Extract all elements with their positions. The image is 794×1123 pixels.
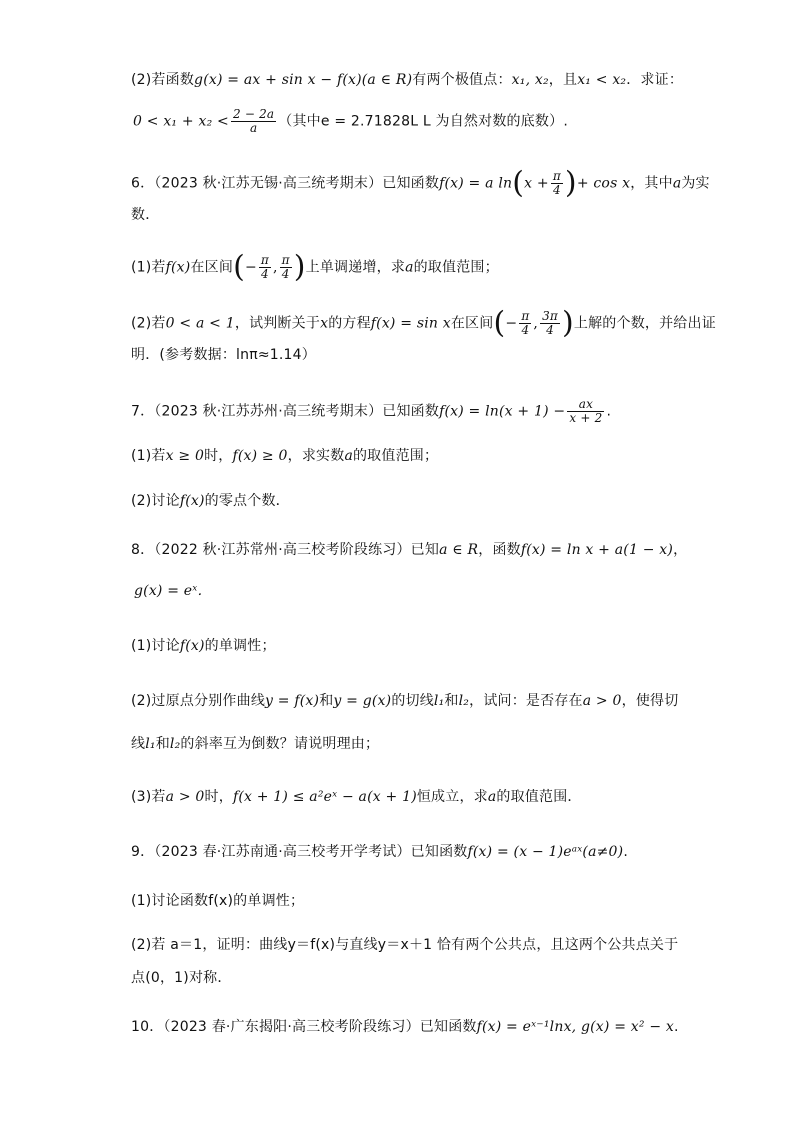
question-9-part2: [131, 935, 678, 955]
text: .: [606, 403, 612, 420]
formula: f(x + 1) ≤ a²eˣ − a(x + 1): [232, 789, 417, 805]
text: ，试问：是否存在: [469, 693, 583, 709]
text: .: [674, 1019, 679, 1035]
text: 数．: [131, 207, 160, 223]
text: 为实: [681, 175, 710, 192]
question-9-part1: [131, 891, 304, 911]
text: 有两个极值点：: [412, 72, 512, 88]
variable: x: [320, 315, 329, 332]
q5-part2-line1: [131, 70, 683, 90]
formula: x₁ < x₂: [577, 72, 627, 88]
formula: f(x): [179, 638, 205, 654]
denominator: 4: [552, 183, 561, 197]
text: ，其中: [630, 175, 673, 192]
formula: x₁, x₂: [511, 72, 549, 88]
formula: f(x) ≥ 0: [232, 448, 288, 464]
text: 明．(参考数据：lnπ≈1.14）: [131, 347, 316, 363]
text: (3)若: [131, 789, 166, 805]
formula: y = g(x): [333, 693, 392, 709]
text: 上单调递增，求: [305, 259, 406, 276]
formula: f(x) = ln(x + 1) −: [439, 403, 566, 420]
question-9-part2-line2: [131, 968, 232, 988]
formula: g(x) = ax + sin x − f(x)(a ∈ R): [194, 72, 413, 88]
text: ，求实数: [287, 448, 345, 464]
fraction: [519, 310, 531, 337]
formula: 0 < a < 1: [165, 315, 235, 332]
formula: f(x): [179, 493, 205, 509]
text: 点(0，1)对称．: [131, 970, 232, 986]
question-6-part2: [131, 305, 716, 341]
variable: a: [405, 259, 414, 276]
numerator: π: [521, 309, 530, 323]
text: （其中e = 2.71828L L 为自然对数的底数）.: [278, 113, 568, 130]
denominator: 4: [281, 267, 290, 281]
text: ，函数: [478, 542, 521, 558]
formula: f(x) = eˣ⁻¹lnx, g(x) = x² − x: [476, 1019, 675, 1035]
question-7-part1: [131, 446, 438, 466]
fraction: [231, 108, 276, 135]
variable: a: [344, 448, 353, 464]
denominator: x + 2: [569, 411, 603, 425]
question-9-header: [131, 842, 628, 862]
formula: x ≥ 0: [165, 448, 205, 464]
text: 9．（2023 春·江苏南通·高三校考开学考试）已知函数: [131, 844, 468, 860]
text: 的切线: [391, 693, 434, 709]
numerator: 3π: [542, 309, 558, 323]
formula: a ∈ R: [439, 542, 479, 558]
formula: g(x) = eˣ．: [134, 583, 212, 599]
question-6-part1: [131, 249, 499, 285]
text: 时，: [204, 448, 233, 464]
variable: a: [487, 789, 497, 805]
text: ，且: [548, 72, 578, 88]
comma: ,: [273, 259, 278, 276]
question-8-header: [131, 540, 687, 560]
numerator: 2 − 2a: [232, 107, 275, 121]
text: 的方程: [328, 315, 371, 332]
text: (1)若: [131, 259, 166, 276]
formula: + cos x: [576, 175, 631, 192]
text: (2)若 a＝1，证明：曲线y＝f(x)与直线y＝x＋1 恰有两个公共点，且这两个公共点关于: [131, 937, 679, 953]
formula: f(x): [165, 259, 191, 276]
question-6-header: [131, 165, 710, 201]
variable: a: [672, 175, 682, 192]
formula: l₁: [433, 693, 445, 709]
formula: x +: [524, 175, 549, 192]
denominator: 4: [521, 323, 530, 337]
numerator: π: [552, 169, 561, 183]
question-8-line2: [134, 581, 212, 601]
text: .: [623, 844, 628, 860]
formula: l₂: [458, 693, 470, 709]
question-6-line2: [131, 205, 159, 225]
formula: 0 < x₁ + x₂ <: [133, 113, 229, 130]
formula: f(x) = sin x: [370, 315, 451, 332]
question-10-header: [131, 1017, 679, 1037]
text: 8．（2022 秋·江苏常州·高三校考阶段练习）已知: [131, 542, 440, 558]
formula: l₂: [169, 736, 181, 752]
q5-part2-line2: [133, 108, 568, 135]
fraction: [567, 398, 604, 425]
left-paren: (: [493, 305, 506, 341]
text: (2)若: [131, 315, 166, 332]
text: 在区间: [190, 259, 234, 276]
text: 7．（2023 秋·江苏苏州·高三统考期末）已知函数: [131, 403, 440, 420]
question-8-part2-line2: [131, 734, 379, 754]
text: 的斜率互为倒数？请说明理由；: [180, 736, 380, 752]
text: 上解的个数，并给出证: [573, 315, 716, 332]
text: ，试判断关于: [234, 315, 321, 332]
comma: ,: [533, 315, 539, 332]
minus-sign: −: [505, 315, 518, 332]
question-8-part1: [131, 636, 276, 656]
formula: l₁: [145, 736, 156, 752]
fraction: [551, 170, 563, 197]
question-8-part2: [131, 691, 678, 711]
right-paren: ): [293, 249, 306, 285]
formula: f(x) = ln x + a(1 − x): [520, 542, 674, 558]
formula: y = f(x): [265, 693, 320, 709]
text: 和: [319, 693, 334, 709]
denominator: 4: [546, 323, 554, 337]
text: (1)讨论: [131, 638, 180, 654]
formula: a > 0: [165, 789, 205, 805]
fraction: [259, 254, 271, 281]
fraction: [540, 310, 560, 337]
text: 时，: [204, 789, 233, 805]
formula: f(x) = a ln: [439, 175, 513, 192]
text: ，使得切: [621, 693, 679, 709]
text: (2)若函数: [131, 72, 195, 88]
right-paren: ): [561, 305, 574, 341]
left-paren: (: [233, 249, 245, 285]
numerator: π: [281, 253, 290, 267]
text: (1)若: [131, 448, 166, 464]
denominator: 4: [261, 267, 269, 281]
text: 的取值范围．: [496, 789, 582, 805]
text: 和: [444, 693, 459, 709]
text: 的取值范围；: [413, 259, 499, 276]
text: 恒成立，求: [416, 789, 488, 805]
text: 10．（2023 春·广东揭阳·高三校考阶段练习）已知函数: [131, 1019, 477, 1035]
text: 的取值范围；: [352, 448, 439, 464]
text: 的单调性；: [204, 638, 276, 654]
text: (1)讨论函数f(x)的单调性；: [131, 893, 305, 909]
text: 6．（2023 秋·江苏无锡·高三统考期末）已知函数: [131, 175, 440, 192]
formula: f(x) = (x − 1)eᵃˣ(a≠0): [467, 844, 624, 860]
text: ，: [673, 542, 688, 558]
question-6-part2-line2: [131, 345, 316, 365]
question-7-part2: [131, 491, 290, 511]
right-paren: ): [564, 165, 577, 201]
fraction: [280, 254, 292, 281]
text: 的零点个数．: [204, 493, 290, 509]
formula: a > 0: [582, 693, 622, 709]
numerator: π: [260, 253, 269, 267]
text: (2)讨论: [131, 493, 180, 509]
question-7-header: [131, 398, 611, 425]
question-8-part3: [131, 787, 582, 807]
text: ．求证：: [626, 72, 684, 88]
left-paren: (: [512, 165, 525, 201]
denominator: a: [249, 121, 258, 135]
numerator: ax: [567, 398, 604, 412]
minus-sign: −: [244, 259, 257, 276]
text: 和: [155, 736, 170, 752]
text: 线: [131, 736, 146, 752]
text: (2)过原点分别作曲线: [131, 693, 266, 709]
text: 在区间: [450, 315, 494, 332]
